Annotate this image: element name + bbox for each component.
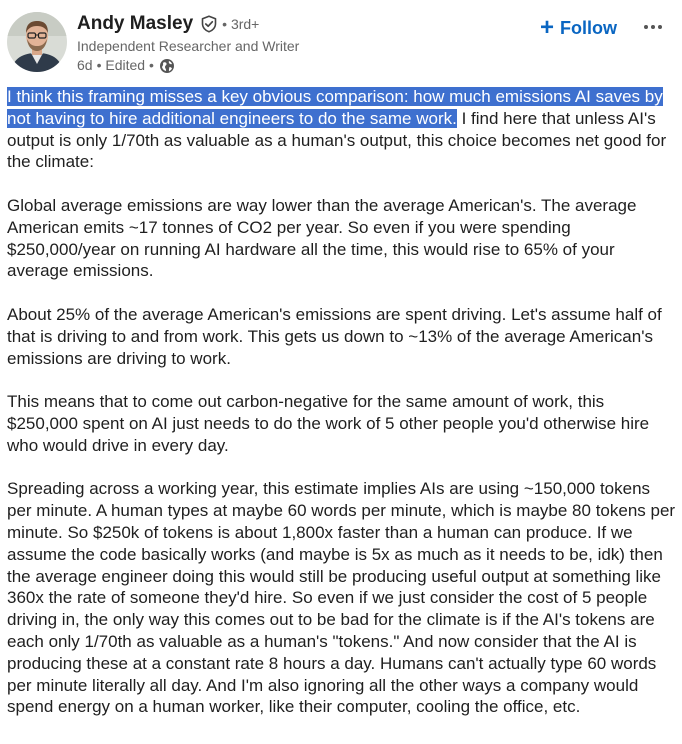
author-headline: Independent Researcher and Writer [77,38,300,54]
post-paragraph-4: This means that to come out carbon-negative for the same amount of work, this $250,000 spent on AI just needs to do the work of 5 other people you'd otherwise hire who would drive in every day. [7,392,650,455]
post-timestamp [77,56,299,75]
post-body [7,86,679,740]
edited-label: • Edited • [96,57,154,73]
author-meta [77,11,299,75]
shield-check-icon [200,15,218,33]
post-paragraph-2: Global average emissions are way lower than the average American's. The average American emits ~17 tonnes of CO2 per year. So even if you were spending $250,000/year on running AI hardware all the time, this would rise to 65% of your average emissions. [7,195,637,281]
connection-degree: • 3rd+ [222,16,260,32]
follow-label: Follow [560,17,617,38]
post-paragraph-1 [7,86,679,173]
post-age: 6d [77,57,93,73]
post-paragraph-5: Spreading across a working year, this estimate implies AIs are using ~150,000 tokens per minute. A human types at maybe 60 words per minute, which is maybe 80 tokens per minute. So $250k of tokens is about 1,800x faster than a human can produce. If we assume the code basically works (and maybe is 5x as much as it needs to be, idk) then the average engineer doing this would still be producing useful output at something like 360x the rate of someone they'd hire. So even if we just consider the cost of 5 people driving in, the only way this comes out to be bad for the climate is if the AI's tokens are each only 1/70th as valuable as a human's "tokens." And now consider that the AI is producing these at a constant rate 8 hours a day. Humans can't actually type 60 words per minute literally all day. And I'm also ignoring all the other ways a company would spend energy on a human worker, like their computer, cooling the office, etc. [7,479,676,717]
more-options-button[interactable] [640,16,666,38]
post-header [0,0,682,84]
globe-icon [159,58,175,74]
post-paragraph-3: About 25% of the average American's emissions are spent driving. Let's assume half of that is driving to and from work. This gets us down to ~13% of the average American's emissions are driving to work. [7,304,662,368]
paragraph-text: I find here that unless AI's output is only 1/70th as valuable as a human's output, this choice becomes net good for the climate: [7,108,667,172]
avatar[interactable] [7,12,67,72]
highlighted-text: I think this framing misses a key obvious comparison: how much emissions AI saves by not having to hire additional engineers to do the same work. [7,87,663,128]
more-horizontal-icon [643,24,663,30]
plus-icon: + [539,14,554,41]
follow-button[interactable] [540,15,617,41]
author-name[interactable]: Andy Masley [77,13,194,34]
author-name-row [77,11,299,37]
